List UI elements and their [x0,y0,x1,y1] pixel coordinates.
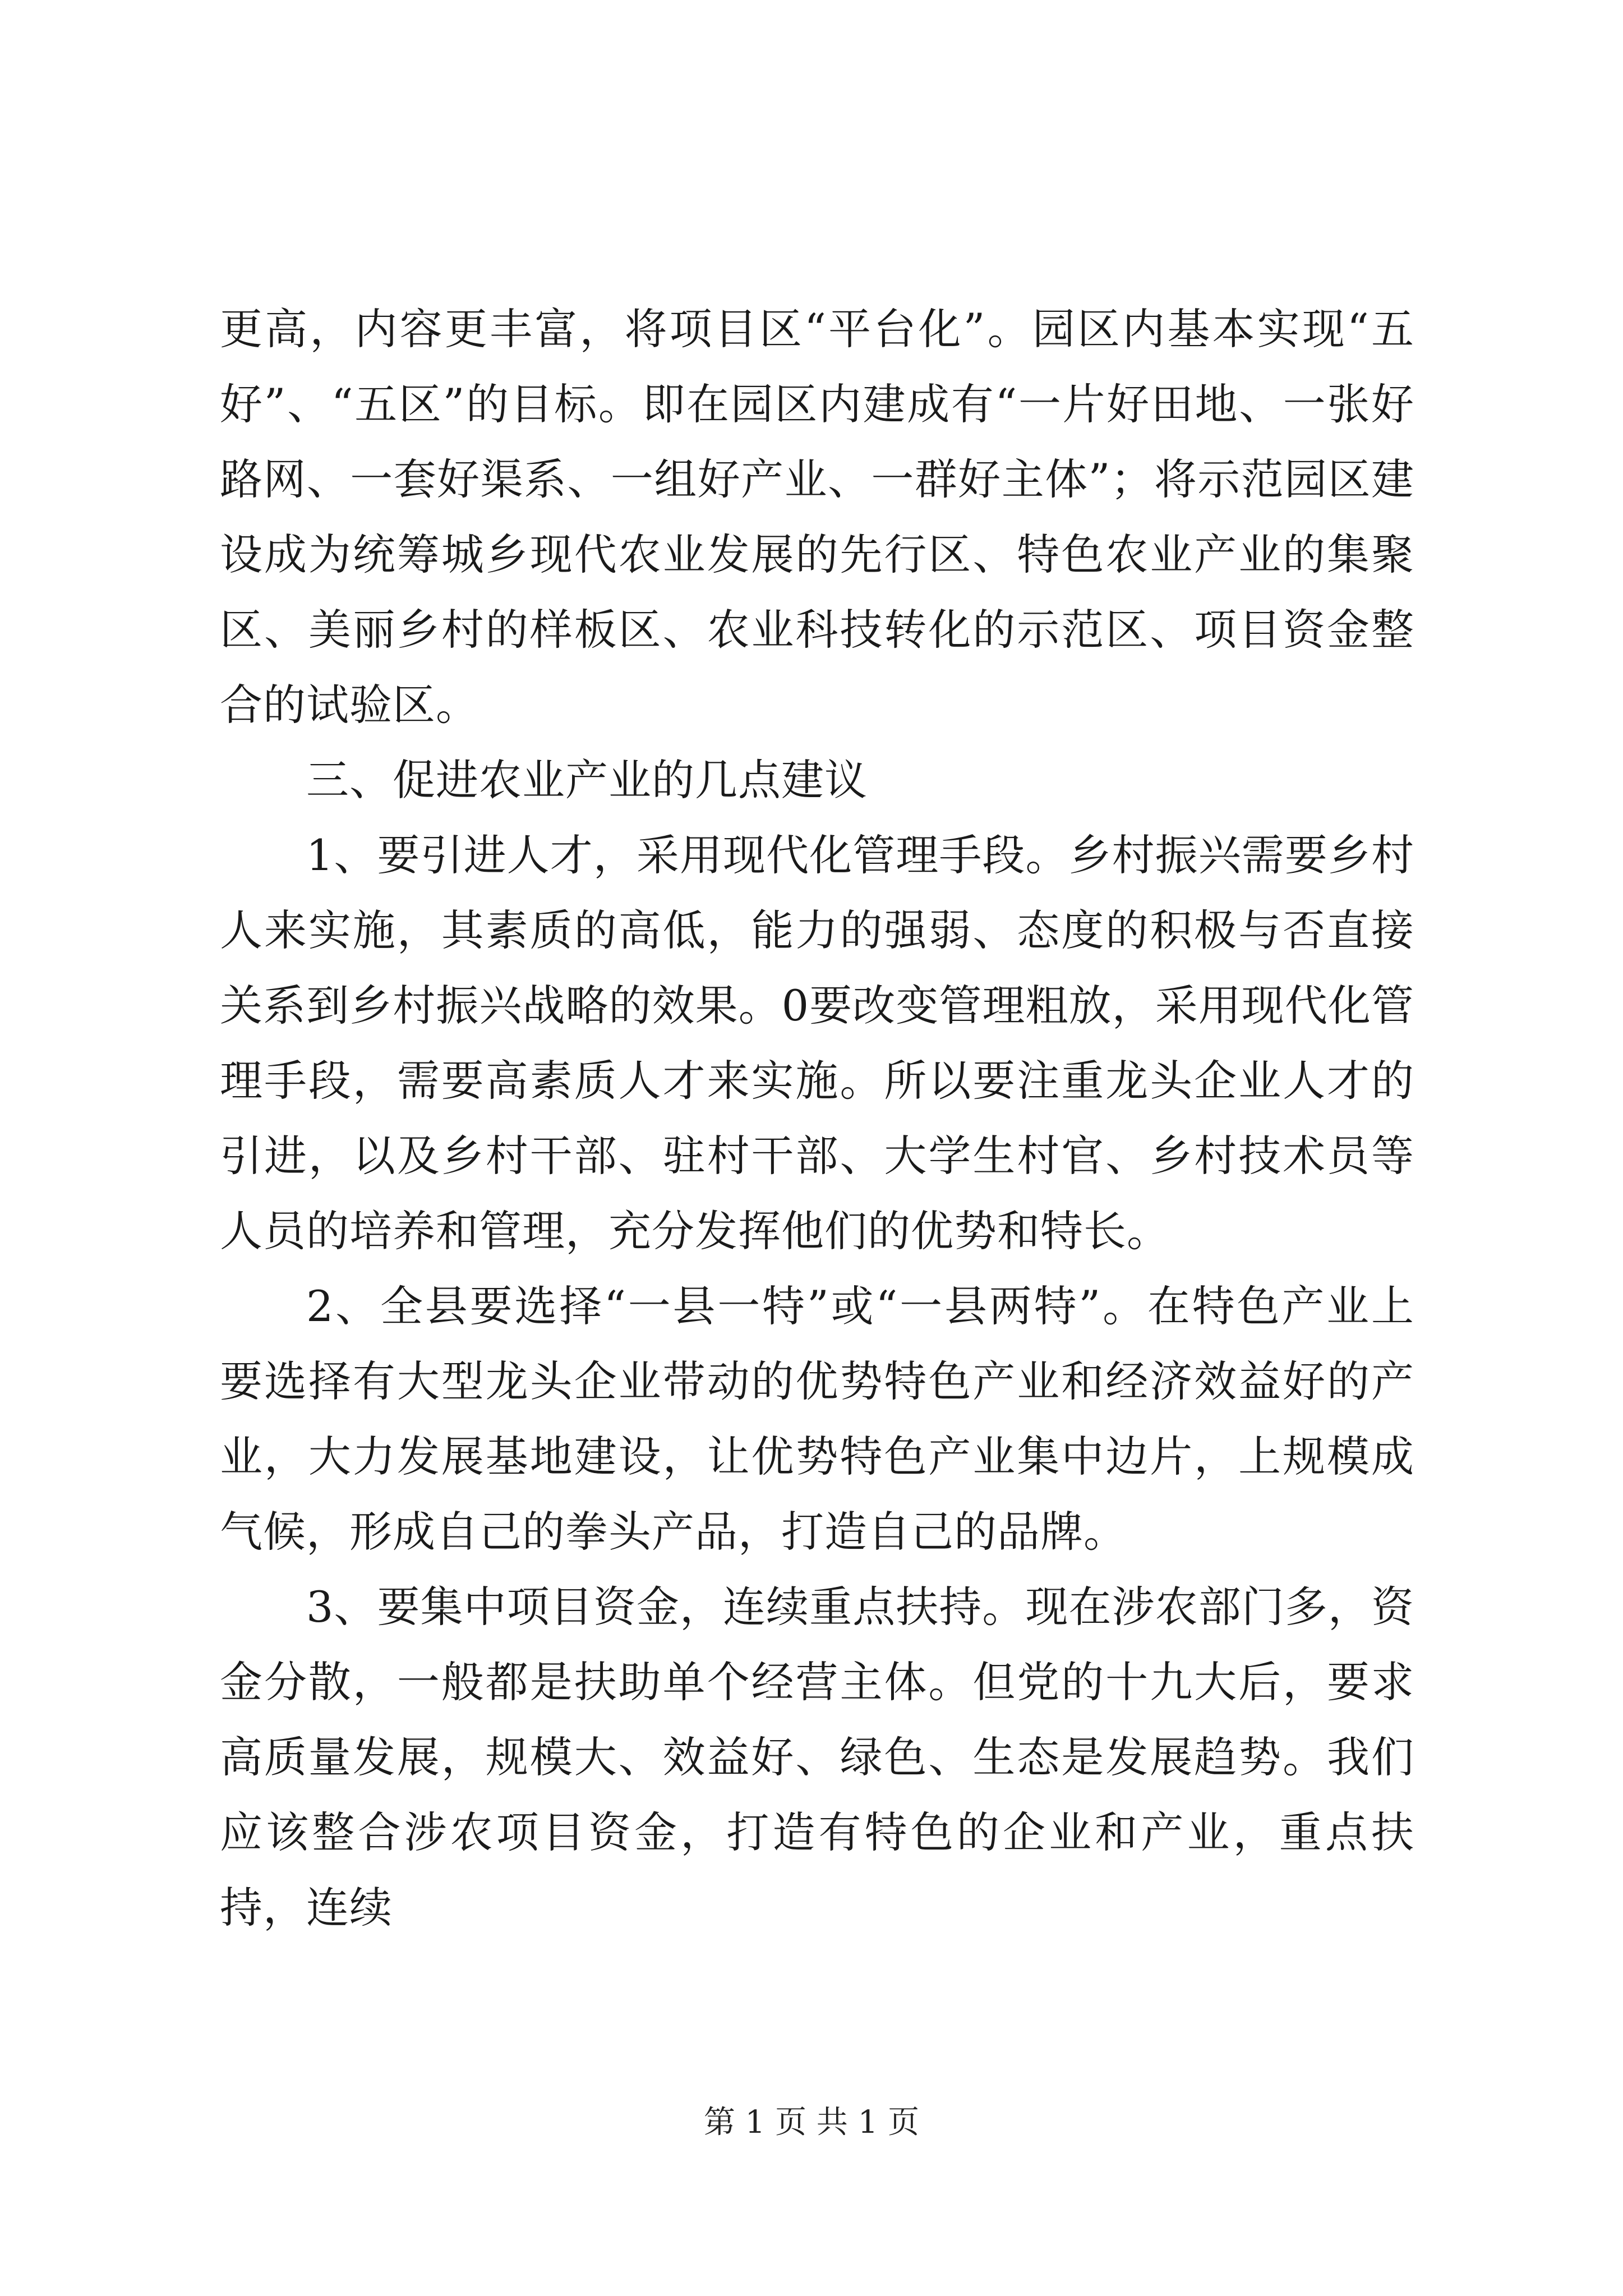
paragraph-4: 3、要集中项目资金，连续重点扶持。现在涉农部门多，资金分散，一般都是扶助单个经营主体。但党的十九大后，要求高质量发展，规模大、效益好、绿色、生态是发展趋势。我们应该整合涉农项目资金，打造有特色的企业和产业，重点扶持，连续 [220,1582,1414,1932]
document-body [220,292,1414,1945]
paragraph-1: 更高，内容更丰富，将项目区“平台化”。园区内基本实现“五好”、“五区”的目标。即在园区内建成有“一片好田地、一张好路网、一套好渠系、一组好产业、一群好主体”；将示范园区建设成为统筹城乡现代农业发展的先行区、特色农业产业的集聚区、美丽乡村的样板区、农业科技转化的示范区、项目资金整合的试验区。 [220,304,1414,730]
paragraph-2: 1、要引进人才，采用现代化管理手段。乡村振兴需要乡村人来实施，其素质的高低，能力的强弱、态度的积极与否直接关系到乡村振兴战略的效果。0要改变管理粗放，采用现代化管理手段，需要高素质人才来实施。所以要注重龙头企业人才的引进，以及乡村干部、驻村干部、大学生村官、乡村技术员等人员的培养和管理，充分发挥他们的优势和特长。 [220,830,1414,1256]
paragraph-3: 2、全县要选择“一县一特”或“一县两特”。在特色产业上要选择有大型龙头企业带动的优势特色产业和经济效益好的产业，大力发展基地建设，让优势特色产业集中边片，上规模成气候，形成自己的拳头产品，打造自己的品牌。 [220,1281,1414,1557]
section-heading: 三、促进农业产业的几点建议 [306,755,868,805]
page-footer: 第 1 页 共 1 页 [703,2104,920,2141]
